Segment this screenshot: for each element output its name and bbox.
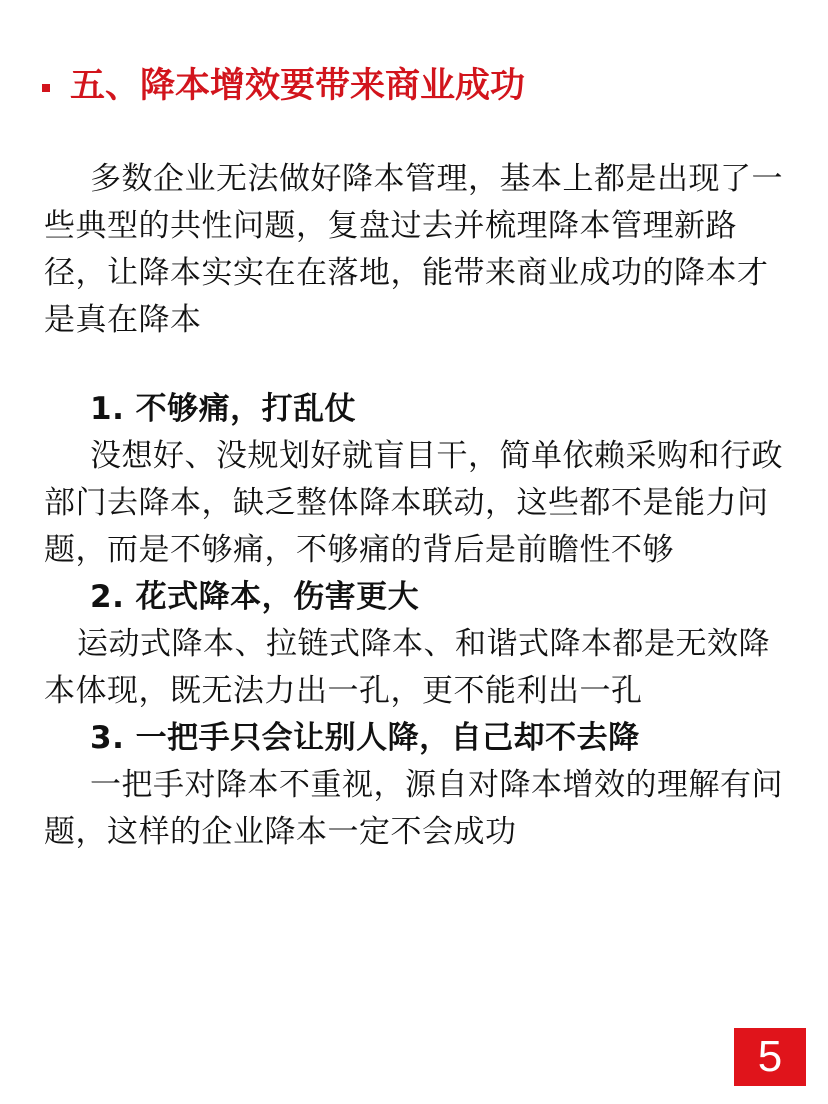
section-1-heading: 1. 不够痛，打乱仗	[90, 391, 357, 427]
page-title: 五、降本增效要带来商业成功	[70, 66, 526, 106]
section-1-body: 没想好、没规划好就盲目干，简单依赖采购和行政部门去降本，缺乏整体降本联动，这些都不是能力问题，而是不够痛，不够痛的背后是前瞻性不够	[44, 438, 783, 568]
sections-block	[44, 386, 784, 856]
section-3-heading: 3. 一把手只会让别人降，自己却不去降	[90, 720, 640, 756]
title-bullet-icon	[42, 84, 50, 92]
intro-block	[44, 156, 784, 344]
section-2-heading: 2. 花式降本，伤害更大	[90, 579, 420, 615]
title-row	[42, 60, 525, 112]
intro-paragraph: 多数企业无法做好降本管理，基本上都是出现了一些典型的共性问题，复盘过去并梳理降本管理新路径，让降本实实在在落地，能带来商业成功的降本才是真在降本	[44, 161, 783, 338]
section-3-body: 一把手对降本不重视，源自对降本增效的理解有问题，这样的企业降本一定不会成功	[44, 767, 783, 850]
page-number-badge: 5	[734, 1028, 806, 1086]
section-2-body: 运动式降本、拉链式降本、和谐式降本都是无效降本体现，既无法力出一孔，更不能利出一孔	[44, 626, 770, 709]
